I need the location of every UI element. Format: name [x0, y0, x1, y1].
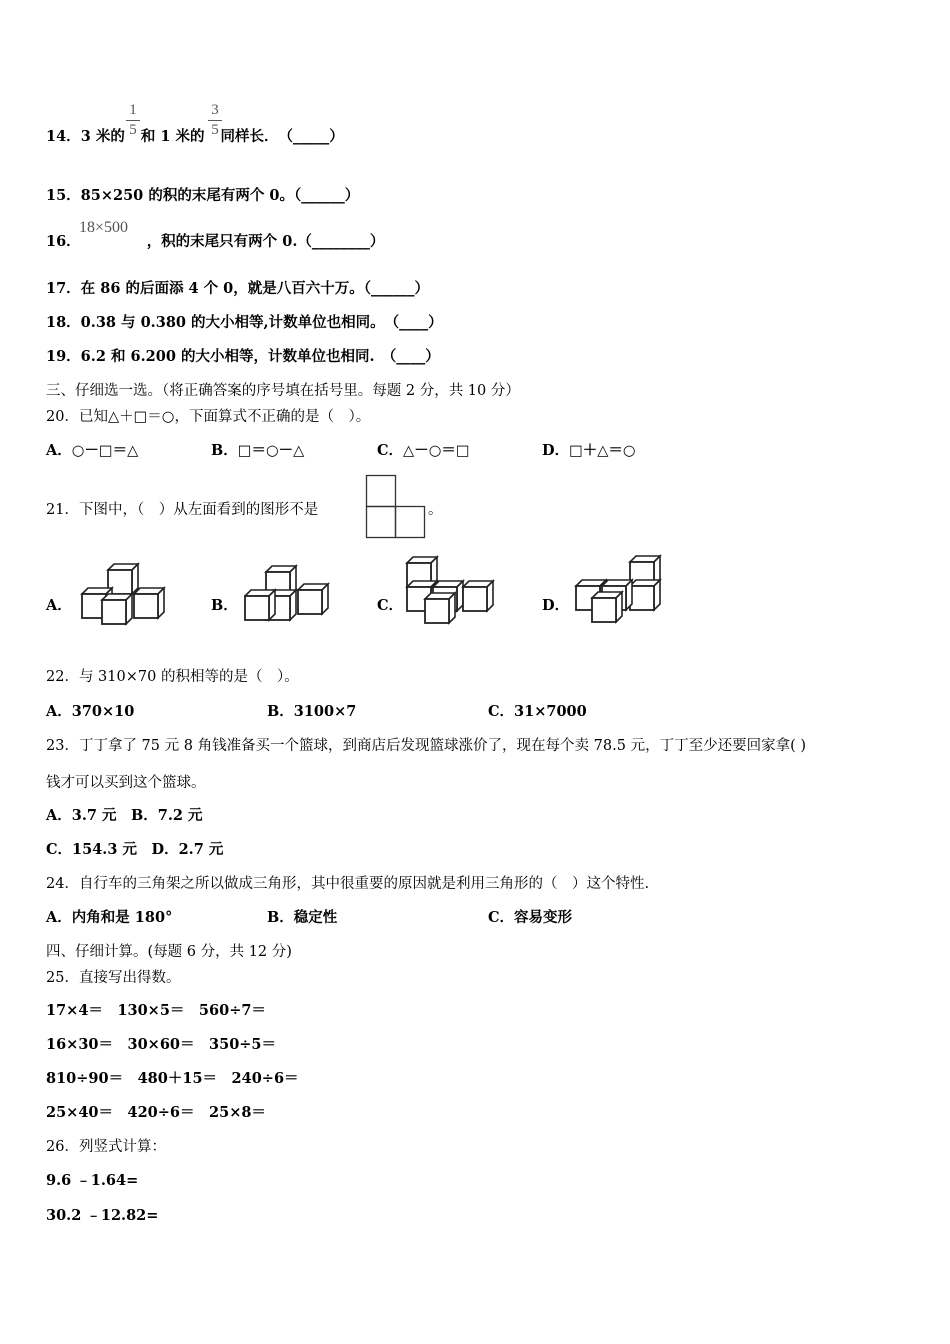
q22-option-b: B．3100×7 — [267, 703, 357, 720]
q21-end: 。 — [428, 502, 443, 518]
question-26-stem: 26．列竖式计算： — [46, 1139, 166, 1155]
q21-option-b: B． — [211, 597, 238, 614]
q26-row-2: 30.2 ﹣12.82= — [46, 1207, 159, 1224]
q14-part1: 3 米的 — [80, 128, 125, 145]
q25-row-1: 17×4＝ 130×5＝ 560÷7＝ — [46, 1002, 266, 1019]
question-24-stem: 24．自行车的三角架之所以做成三角形，其中很重要的原因就是利用三角形的（ ）这个特性. — [46, 876, 650, 892]
fraction-denominator: 5 — [129, 122, 137, 138]
q20-option-d: D．□＋△＝○ — [542, 442, 636, 459]
q14-part2: 和 1 米的 — [140, 128, 205, 145]
q25-row-4: 25×40＝ 420÷6＝ 25×8＝ — [46, 1104, 266, 1121]
left-view-figure — [365, 474, 427, 540]
question-19: 19．6.2 和 6.200 的大小相等，计数单位也相同. （____） — [46, 348, 440, 365]
fraction-one-fifth — [126, 102, 140, 139]
cube-figure-c — [405, 555, 499, 627]
question-21-stem — [46, 500, 318, 520]
cube-figure-a — [80, 558, 172, 628]
q20-option-b: B．□＝○－△ — [211, 442, 305, 459]
q14-number: 14． — [46, 128, 81, 145]
q20-option-c: C．△－○＝□ — [377, 442, 470, 459]
q21-stem-text: 21．下图中，（ ）从左面看到的图形不是 — [46, 502, 319, 518]
fraction-three-fifths — [208, 102, 222, 139]
q24-option-b: B．稳定性 — [267, 909, 338, 926]
q20-option-a: A．○－□＝△ — [46, 442, 139, 459]
question-20-stem: 20．已知△＋□＝○，下面算式不正确的是（ ）。 — [46, 409, 371, 425]
section-4-heading: 四、仔细计算。(每题 6 分，共 12 分) — [46, 944, 292, 960]
q21-option-d: D． — [542, 597, 570, 614]
question-14 — [46, 127, 344, 147]
question-22-stem: 22．与 310×70 的积相等的是（ ）。 — [46, 669, 299, 685]
question-23-stem-line1: 23．丁丁拿了 75 元 8 角钱准备买一个篮球，到商店后发现篮球涨价了，现在每个卖 78.5 元，丁丁至少还要回家拿( ) — [46, 738, 806, 754]
q21-option-a: A． — [46, 597, 72, 614]
q21-option-c: C． — [377, 597, 404, 614]
q14-part3: 同样长． （_____） — [220, 128, 344, 145]
q26-row-1: 9.6 ﹣1.64= — [46, 1172, 139, 1189]
q23-options-row2: C．154.3 元 D．2.7 元 — [46, 841, 224, 858]
question-23-stem-line2: 钱才可以买到这个篮球。 — [46, 775, 206, 791]
q16-expression: 18×500 — [79, 219, 129, 236]
cube-figure-b — [244, 562, 336, 630]
section-3-heading: 三、仔细选一选。（将正确答案的序号填在括号里。每题 2 分，共 10 分） — [46, 383, 520, 399]
question-17: 17．在 86 的后面添 4 个 0，就是八百六十万。（______） — [46, 280, 430, 297]
q23-options-row1: A．3.7 元 B．7.2 元 — [46, 807, 203, 824]
question-25-stem: 25．直接写出得数。 — [46, 970, 181, 986]
q22-option-a: A．370×10 — [46, 703, 135, 720]
cube-figure-d — [572, 554, 672, 628]
q24-option-c: C．容易变形 — [488, 909, 573, 926]
q16-number: 16． — [46, 233, 81, 250]
q16-text: ，积的末尾只有两个 0.（________） — [146, 233, 385, 250]
fraction-numerator: 3 — [211, 102, 219, 118]
fraction-denominator: 5 — [211, 122, 219, 138]
question-18: 18．0.38 与 0.380 的大小相等,计数单位也相同。 （____） — [46, 314, 443, 331]
q24-option-a: A．内角和是 180° — [46, 909, 173, 926]
q25-row-3: 810÷90＝ 480＋15＝ 240÷6＝ — [46, 1070, 299, 1087]
fraction-numerator: 1 — [129, 102, 137, 118]
q25-row-2: 16×30＝ 30×60＝ 350÷5＝ — [46, 1036, 277, 1053]
q22-option-c: C．31×7000 — [488, 703, 587, 720]
question-15: 15．85×250 的积的末尾有两个 0。（______） — [46, 187, 360, 204]
